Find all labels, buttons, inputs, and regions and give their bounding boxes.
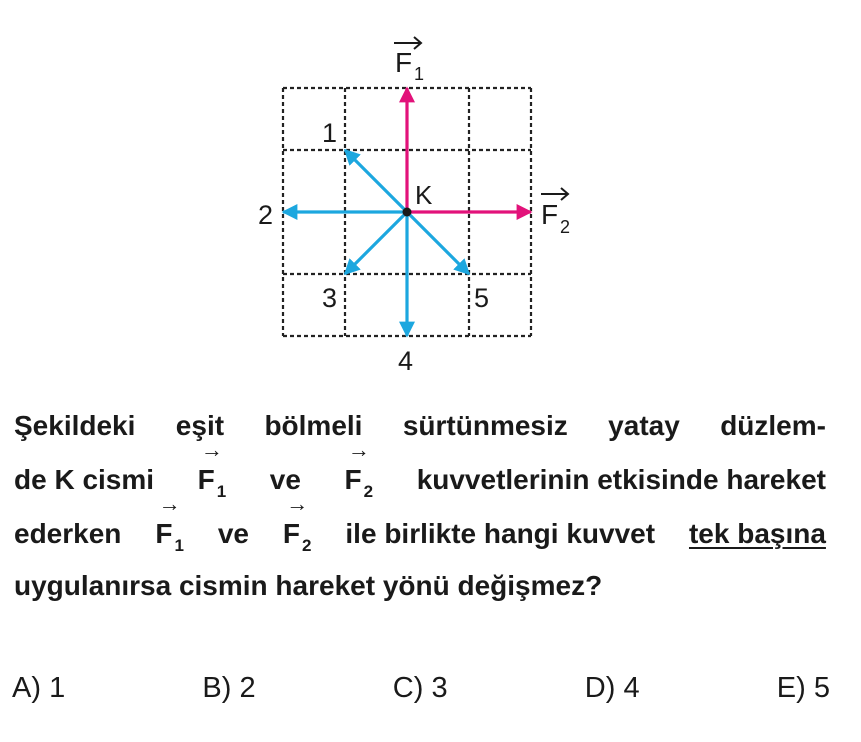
- text-segment: ve: [217, 518, 249, 549]
- word: sürtünmesiz: [402, 410, 568, 441]
- word: eşit: [175, 410, 225, 441]
- vector-1: [345, 150, 407, 212]
- inline-vector-f2: → F $_2$: [344, 437, 374, 501]
- label-f2: F: [541, 199, 559, 230]
- vector-arrow-icon: →: [158, 491, 181, 516]
- choice-c[interactable]: C) 3: [392, 672, 448, 704]
- label-f1-sub: 1: [414, 64, 425, 84]
- text-segment: de K cismi: [14, 464, 155, 495]
- direction-label-3: 3: [322, 283, 338, 313]
- vector-arrow-icon: →: [200, 437, 223, 462]
- text-segment: ve: [269, 464, 301, 495]
- word: bölmeli: [264, 410, 363, 441]
- inline-vector-f2: → F $_2$: [282, 491, 312, 555]
- point-k-label: K: [415, 180, 433, 210]
- direction-label-1: 1: [322, 118, 338, 148]
- text-segment: uygulanırsa cismin hareket yönü değişmez?: [14, 570, 603, 601]
- direction-label-5: 5: [474, 283, 490, 313]
- direction-label-4: 4: [398, 346, 414, 376]
- choice-b[interactable]: B) 2: [202, 672, 256, 704]
- emphasized-text: tek başına: [688, 518, 826, 549]
- choice-a[interactable]: A) 1: [12, 672, 66, 704]
- direction-label-2: 2: [258, 200, 274, 230]
- option-vectors: [283, 150, 469, 336]
- word: yatay: [608, 410, 680, 441]
- question-line-1: [14, 388, 826, 442]
- label-f1: F: [395, 47, 413, 78]
- inline-vector-f1: → F $_1$: [197, 437, 227, 501]
- question-line-2: [14, 437, 826, 501]
- answer-choices: [12, 672, 830, 716]
- choice-d[interactable]: D) 4: [584, 672, 640, 704]
- vector-3: [345, 212, 407, 274]
- question-line-4: [14, 548, 826, 602]
- choice-e[interactable]: E) 5: [776, 672, 830, 704]
- question-line-3: [14, 491, 826, 555]
- text-segment: ile birlikte hangi kuvvet: [345, 518, 656, 549]
- label-f2-sub: 2: [560, 217, 571, 237]
- point-k: [403, 208, 412, 217]
- word: düzlem-: [720, 410, 826, 441]
- text-segment: ederken: [14, 518, 122, 549]
- inline-vector-f1: → F $_1$: [155, 491, 184, 555]
- vector-5: [407, 212, 469, 274]
- word: Şekildeki: [14, 410, 136, 441]
- vector-arrow-icon: →: [286, 491, 309, 516]
- text-segment: kuvvetlerinin etkisinde hareket: [416, 464, 826, 495]
- vector-arrow-icon: →: [347, 437, 370, 462]
